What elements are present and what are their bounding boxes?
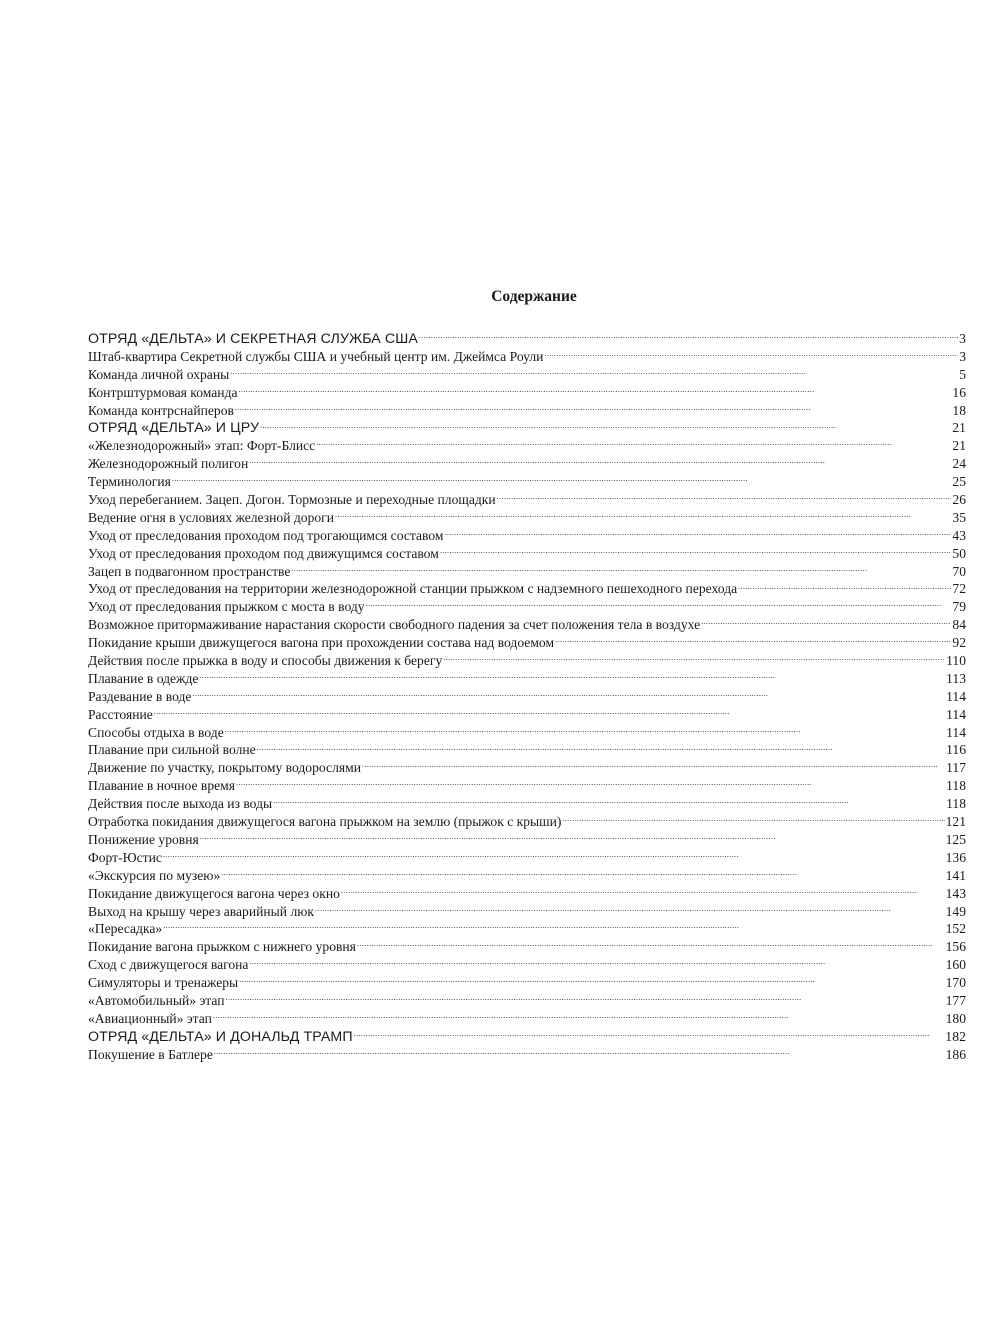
toc-entry-page-number: 3 [959, 348, 966, 364]
toc-entry-page-number: 180 [945, 1010, 966, 1026]
toc-dot-leader [230, 367, 958, 379]
toc-entry-label: Движение по участку, покрытому водорослями [88, 760, 361, 776]
toc-entry-page-number: 156 [945, 939, 966, 955]
toc-entry [88, 616, 966, 634]
toc-entry-label: Выход на крышу через аварийный люк [88, 903, 315, 919]
toc-entry-label: Плавание в одежде [88, 670, 199, 686]
toc-entry-page-number: 43 [952, 527, 966, 543]
toc-entry [88, 759, 966, 777]
toc-dot-leader [235, 403, 951, 415]
toc-entry-label: Действия после выхода из воды [88, 796, 273, 812]
toc-entry-page-number: 170 [945, 975, 966, 991]
toc-entry [88, 795, 966, 813]
toc-entry-page-number: 25 [952, 474, 966, 490]
toc-dot-leader [214, 1047, 945, 1059]
toc-section-heading [88, 419, 966, 437]
toc-entry [88, 670, 966, 688]
toc-entry-page-number: 72 [952, 581, 966, 597]
toc-entry-page-number: 125 [945, 831, 966, 847]
toc-dot-leader [249, 957, 944, 969]
toc-entry-label: Штаб-квартира Секретной службы США и учебный центр им. Джеймса Роули [88, 348, 544, 364]
toc-section-heading [88, 1028, 966, 1046]
toc-entry [88, 348, 966, 366]
toc-dot-leader [239, 975, 944, 987]
toc-dot-leader [273, 796, 945, 808]
toc-entry [88, 527, 966, 545]
toc-entry-label: «Пересадка» [88, 921, 163, 937]
toc-dot-leader [163, 921, 944, 933]
toc-dot-leader [335, 510, 951, 522]
toc-dot-leader [260, 420, 951, 432]
table-of-contents [88, 330, 966, 1064]
toc-dot-leader [445, 528, 952, 540]
toc-dot-leader [357, 939, 945, 951]
toc-entry-page-number: 114 [946, 724, 966, 740]
toc-entry-label: Уход от преследования на территории железнодорожной станции прыжком с надземного пешеходного перехода [88, 581, 738, 597]
toc-entry [88, 885, 966, 903]
toc-dot-leader [443, 653, 945, 665]
toc-entry [88, 634, 966, 652]
toc-dot-leader [544, 349, 958, 361]
toc-entry-label: Сход с движущегося вагона [88, 957, 249, 973]
toc-entry-label: Способы отдыха в воде [88, 724, 224, 740]
toc-entry [88, 509, 966, 527]
toc-entry-page-number: 84 [952, 617, 966, 633]
toc-dot-leader [163, 850, 945, 862]
toc-entry [88, 992, 966, 1010]
toc-entry [88, 652, 966, 670]
toc-entry-page-number: 118 [946, 796, 966, 812]
toc-entry-label: Ведение огня в условиях железной дороги [88, 509, 335, 525]
toc-entry [88, 455, 966, 473]
toc-entry-label: Покидание крыши движущегося вагона при прохождении состава над водоемом [88, 635, 555, 651]
toc-entry [88, 938, 966, 956]
toc-dot-leader [213, 1011, 945, 1023]
toc-entry [88, 384, 966, 402]
toc-entry-label: Покидание вагона прыжком с нижнего уровня [88, 939, 356, 955]
toc-entry-label: Отработка покидания движущегося вагона прыжком на землю (прыжок с крыши) [88, 814, 562, 830]
toc-entry-page-number: 110 [946, 653, 966, 669]
toc-entry-label: Симуляторы и тренажеры [88, 975, 239, 991]
toc-dot-leader [315, 904, 945, 916]
toc-entry-page-number: 182 [945, 1028, 966, 1044]
toc-entry-page-number: 114 [946, 688, 966, 704]
toc-entry-page-number: 143 [945, 885, 966, 901]
toc-dot-leader [172, 474, 952, 486]
toc-dot-leader [239, 385, 952, 397]
toc-dot-leader [200, 832, 945, 844]
toc-dot-leader [354, 1029, 945, 1041]
toc-entry [88, 545, 966, 563]
toc-entry-page-number: 50 [952, 545, 966, 561]
toc-entry-label: Уход от преследования проходом под трогающимся составом [88, 527, 444, 543]
toc-dot-leader [225, 725, 945, 737]
toc-entry-label: Расстояние [88, 706, 153, 722]
toc-entry-label: Понижение уровня [88, 831, 199, 847]
toc-entry-page-number: 149 [945, 903, 966, 919]
toc-entry-page-number: 35 [952, 509, 966, 525]
toc-entry-label: ОТРЯД «ДЕЛЬТА» И СЕКРЕТНАЯ СЛУЖБА США [88, 331, 418, 347]
toc-entry [88, 366, 966, 384]
toc-entry-label: ОТРЯД «ДЕЛЬТА» И ДОНАЛЬД ТРАМП [88, 1028, 353, 1045]
toc-entry [88, 563, 966, 581]
toc-entry [88, 849, 966, 867]
toc-entry [88, 724, 966, 742]
toc-dot-leader [738, 581, 951, 593]
toc-entry-page-number: 26 [952, 492, 966, 508]
toc-entry [88, 903, 966, 921]
toc-entry-page-number: 21 [952, 438, 966, 454]
toc-dot-leader [192, 689, 945, 701]
toc-dot-leader [555, 635, 951, 647]
toc-entry-page-number: 116 [946, 742, 966, 758]
toc-dot-leader [362, 760, 945, 772]
toc-entry-page-number: 121 [945, 814, 966, 830]
toc-entry-label: Уход от преследования проходом под движущимся составом [88, 545, 439, 561]
toc-entry [88, 813, 966, 831]
toc-entry-page-number: 21 [952, 420, 966, 436]
toc-entry-label: Плавание при сильной волне [88, 742, 256, 758]
toc-entry-page-number: 70 [952, 563, 966, 579]
toc-entry-label: «Железнодорожный» этап: Форт-Блисс [88, 438, 316, 454]
toc-entry-page-number: 114 [946, 706, 966, 722]
toc-entry-label: Команда личной охраны [88, 366, 230, 382]
toc-entry [88, 741, 966, 759]
toc-entry-label: Железнодорожный полигон [88, 456, 249, 472]
toc-entry-label: «Авиационный» этап [88, 1010, 212, 1026]
toc-dot-leader [257, 742, 945, 754]
toc-entry [88, 688, 966, 706]
toc-dot-leader [154, 707, 945, 719]
toc-entry [88, 491, 966, 509]
toc-dot-leader [366, 599, 952, 611]
toc-entry-label: «Экскурсия по музею» [88, 867, 221, 883]
toc-dot-leader [440, 546, 952, 558]
toc-entry-page-number: 79 [952, 599, 966, 615]
toc-entry-page-number: 160 [945, 957, 966, 973]
toc-entry-page-number: 141 [945, 867, 966, 883]
toc-entry [88, 920, 966, 938]
toc-entry-label: Раздевание в воде [88, 688, 192, 704]
toc-entry-label: Возможное притормаживание нарастания скорости свободного падения за счет положения тела в воздухе [88, 617, 701, 633]
toc-dot-leader [497, 492, 952, 504]
toc-dot-leader [562, 814, 944, 826]
toc-dot-leader [226, 993, 945, 1005]
toc-entry [88, 473, 966, 491]
toc-entry-label: Плавание в ночное время [88, 778, 236, 794]
toc-entry-label: «Автомобильный» этап [88, 992, 225, 1008]
toc-entry-page-number: 113 [946, 670, 966, 686]
toc-entry-page-number: 117 [946, 760, 966, 776]
toc-entry [88, 867, 966, 885]
toc-entry [88, 1010, 966, 1028]
toc-entry [88, 580, 966, 598]
toc-entry-page-number: 177 [945, 992, 966, 1008]
toc-dot-leader [249, 456, 951, 468]
toc-entry-label: Покушение в Батлере [88, 1046, 213, 1062]
toc-dot-leader [341, 886, 945, 898]
toc-dot-leader [291, 564, 951, 576]
toc-entry-label: ОТРЯД «ДЕЛЬТА» И ЦРУ [88, 420, 260, 437]
toc-dot-leader [316, 438, 951, 450]
toc-dot-leader [236, 778, 945, 790]
toc-entry-page-number: 118 [946, 778, 966, 794]
page-title: Содержание [491, 288, 577, 305]
toc-entry-label: Контрштурмовая команда [88, 384, 238, 400]
toc-entry-page-number: 5 [959, 366, 966, 382]
toc-entry-label: Команда контрснайперов [88, 402, 234, 418]
toc-entry-page-number: 3 [959, 331, 966, 346]
toc-entry [88, 598, 966, 616]
toc-entry [88, 974, 966, 992]
toc-entry [88, 831, 966, 849]
toc-entry-label: Зацеп в подвагонном пространстве [88, 563, 291, 579]
toc-entry-label: Терминология [88, 474, 171, 490]
toc-entry-label: Действия после прыжка в воду и способы движения к берегу [88, 653, 443, 669]
toc-entry-label: Покидание движущегося вагона через окно [88, 885, 340, 901]
toc-entry-page-number: 16 [952, 384, 966, 400]
toc-entry [88, 777, 966, 795]
toc-entry [88, 402, 966, 420]
toc-dot-leader [221, 868, 944, 880]
toc-entry-label: Уход от преследования прыжком с моста в воду [88, 599, 365, 615]
toc-section-heading [88, 330, 966, 348]
toc-entry [88, 956, 966, 974]
toc-entry [88, 706, 966, 724]
toc-entry-page-number: 136 [945, 849, 966, 865]
toc-entry-label: Уход перебеганием. Зацеп. Догон. Тормозные и переходные площадки [88, 492, 496, 508]
toc-entry-label: Форт-Юстис [88, 849, 162, 865]
toc-entry [88, 1046, 966, 1064]
toc-entry-page-number: 18 [952, 402, 966, 418]
toc-entry [88, 437, 966, 455]
toc-entry-page-number: 92 [952, 635, 966, 651]
toc-entry-page-number: 186 [945, 1046, 966, 1062]
toc-dot-leader [199, 671, 945, 683]
toc-entry-page-number: 24 [952, 456, 966, 472]
toc-dot-leader [419, 331, 958, 343]
toc-dot-leader [701, 617, 951, 629]
toc-entry-page-number: 152 [945, 921, 966, 937]
